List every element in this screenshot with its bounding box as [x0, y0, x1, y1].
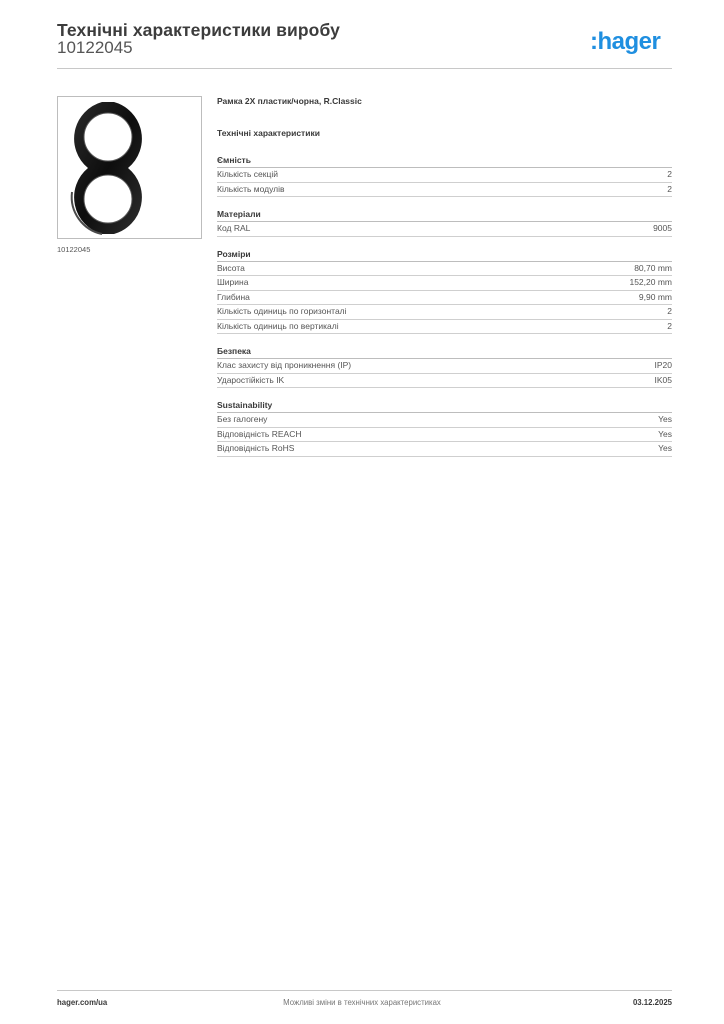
header-divider — [57, 68, 672, 69]
spec-sections — [217, 155, 672, 457]
spec-label: Висота — [217, 262, 245, 273]
spec-row — [217, 222, 672, 237]
spec-value: Yes — [658, 443, 672, 453]
section-title: Розміри — [217, 249, 672, 262]
spec-row — [217, 359, 672, 374]
spec-value: 2 — [667, 320, 672, 331]
logo-text: :hager — [590, 28, 661, 55]
spec-value: 9005 — [653, 223, 672, 233]
section-title: Безпека — [217, 346, 672, 359]
spec-value: 2 — [667, 183, 672, 194]
product-reference: 10122045 — [57, 38, 133, 57]
spec-row — [217, 413, 672, 428]
product-name: Рамка 2X пластик/чорна, R.Classic — [217, 96, 362, 106]
product-image — [57, 96, 202, 239]
spec-label: Клас захисту від проникнення (IP) — [217, 360, 352, 370]
spec-label: Кількість секцій — [217, 169, 278, 179]
footer-date: 03.12.2025 — [632, 998, 672, 1007]
spec-label: Код RAL — [217, 223, 251, 233]
spec-value: Yes — [658, 428, 672, 439]
spec-row — [217, 183, 672, 198]
section-title: Ємність — [217, 155, 672, 168]
spec-label: Відповідність RoHS — [217, 443, 295, 453]
spec-row — [217, 442, 672, 457]
spec-label: Без галогену — [217, 414, 268, 424]
footer-website-link[interactable]: hager.com/ua — [57, 998, 108, 1007]
spec-row — [217, 428, 672, 443]
spec-row — [217, 262, 672, 277]
spec-section — [217, 209, 672, 237]
spec-label: Кількість одиниць по вертикалі — [217, 320, 339, 331]
spec-label: Кількість модулів — [217, 183, 285, 194]
spec-value: 2 — [667, 169, 672, 179]
spec-label: Глибина — [217, 291, 250, 302]
spec-section — [217, 346, 672, 388]
spec-row — [217, 320, 672, 335]
spec-label: Відповідність REACH — [217, 428, 302, 439]
image-caption: 10122045 — [57, 245, 91, 254]
spec-row — [217, 305, 672, 320]
spec-value: 152,20 mm — [629, 277, 672, 287]
spec-value: IK05 — [654, 374, 672, 385]
footer-disclaimer: Можливі зміни в технічних характеристиках — [283, 998, 441, 1007]
spec-label: Кількість одиниць по горизонталі — [217, 306, 347, 316]
hager-logo — [590, 27, 676, 55]
section-title: Матеріали — [217, 209, 672, 222]
spec-heading: Технічні характеристики — [217, 128, 320, 138]
spec-row — [217, 374, 672, 389]
spec-value: 2 — [667, 306, 672, 316]
spec-area — [217, 96, 672, 469]
spec-value: 9,90 mm — [638, 291, 672, 302]
spec-value: Yes — [658, 414, 672, 424]
spec-row — [217, 276, 672, 291]
spec-section — [217, 400, 672, 457]
spec-label: Ширина — [217, 277, 249, 287]
spec-value: 80,70 mm — [634, 262, 672, 273]
footer-divider — [57, 990, 672, 991]
spec-row — [217, 168, 672, 183]
spec-section — [217, 249, 672, 335]
spec-section — [217, 155, 672, 197]
spec-row — [217, 291, 672, 306]
spec-value: IP20 — [654, 360, 672, 370]
spec-label: Ударостійкість IK — [217, 374, 285, 385]
section-title: Sustainability — [217, 400, 672, 413]
page-title: Технічні характеристики виробу — [57, 20, 340, 40]
